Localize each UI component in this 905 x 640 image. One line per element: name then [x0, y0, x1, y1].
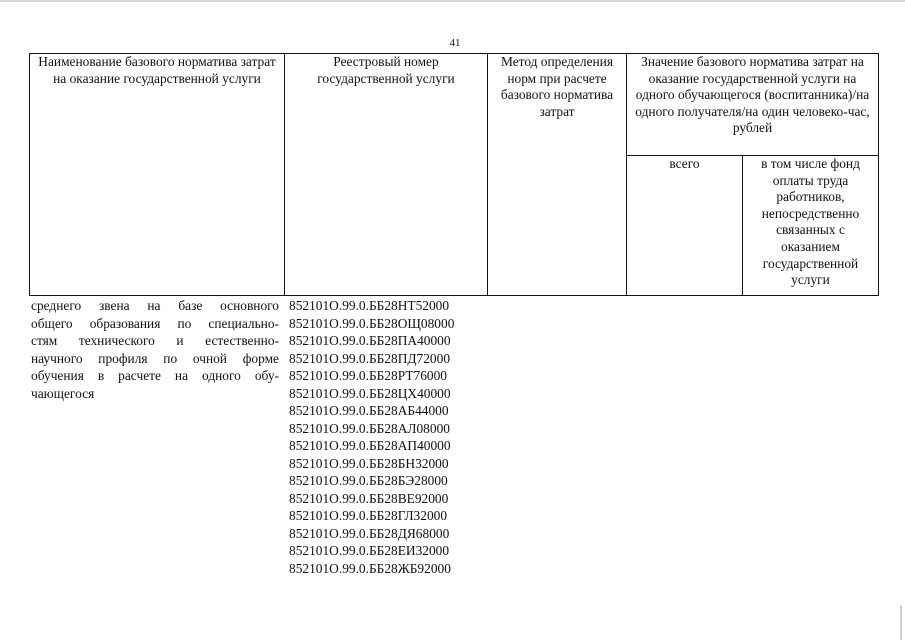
header-cell-service-name: Наименование базового норматива затрат на оказание государственной услуги — [30, 54, 285, 296]
registry-code: 852101О.99.0.ББ28АБ44000 — [289, 403, 449, 418]
description-line: чающегося — [31, 385, 95, 401]
description-line: общего образования по специально- — [31, 315, 279, 331]
registry-code: 852101О.99.0.ББ28ЕИ32000 — [289, 543, 450, 558]
registry-code: 852101О.99.0.ББ28БН32000 — [289, 455, 449, 471]
description-line: научного профиля по очной форме — [31, 350, 279, 366]
normative-cost-table-header — [29, 53, 879, 296]
registry-code: 852101О.99.0.ББ28ПА40000 — [289, 333, 451, 348]
registry-code: 852101О.99.0.ББ28ДЯ68000 — [289, 525, 450, 541]
page-number: 41 — [449, 37, 461, 49]
scan-edge-top — [0, 0, 905, 2]
header-cell-total: всего — [627, 156, 743, 296]
service-description — [31, 297, 279, 402]
header-cell-method: Метод определения норм при расчете базового норматива затрат — [488, 54, 627, 296]
description-line: обучения в расчете на одного обу- — [31, 368, 279, 383]
header-cell-registry-number: Реестровый номер государственной услуги — [285, 54, 488, 296]
registry-code-list — [289, 297, 454, 577]
registry-code: 852101О.99.0.ББ28АП40000 — [289, 438, 451, 453]
registry-code: 852101О.99.0.ББ28НТ52000 — [289, 298, 450, 313]
registry-code: 852101О.99.0.ББ28ВЕ92000 — [289, 490, 449, 506]
scan-edge-right — [900, 605, 902, 640]
registry-code: 852101О.99.0.ББ28ЖБ92000 — [289, 560, 451, 576]
registry-code: 852101О.99.0.ББ28АЛ08000 — [289, 420, 450, 436]
registry-code: 852101О.99.0.ББ28БЭ28000 — [289, 473, 448, 488]
registry-code: 852101О.99.0.ББ28ЦХ40000 — [289, 385, 451, 401]
registry-code: 852101О.99.0.ББ28ОЩ08000 — [289, 315, 455, 331]
header-cell-normative-value: Значение базового норматива затрат на оказание государственной услуги на одного обучающегося (воспитанника)/на одного получателя/на один человеко-час, рублей — [627, 54, 879, 156]
header-cell-wage-fund: в том числе фонд оплаты труда работников, непосредственно связанных с оказанием государственной услуги — [743, 156, 879, 296]
registry-code: 852101О.99.0.ББ28РТ76000 — [289, 368, 448, 383]
registry-code: 852101О.99.0.ББ28ПД72000 — [289, 350, 451, 366]
description-line: стям технического и естественно- — [31, 333, 279, 348]
registry-code: 852101О.99.0.ББ28ГЛ32000 — [289, 508, 448, 523]
description-line: среднего звена на базе основного — [31, 298, 279, 313]
